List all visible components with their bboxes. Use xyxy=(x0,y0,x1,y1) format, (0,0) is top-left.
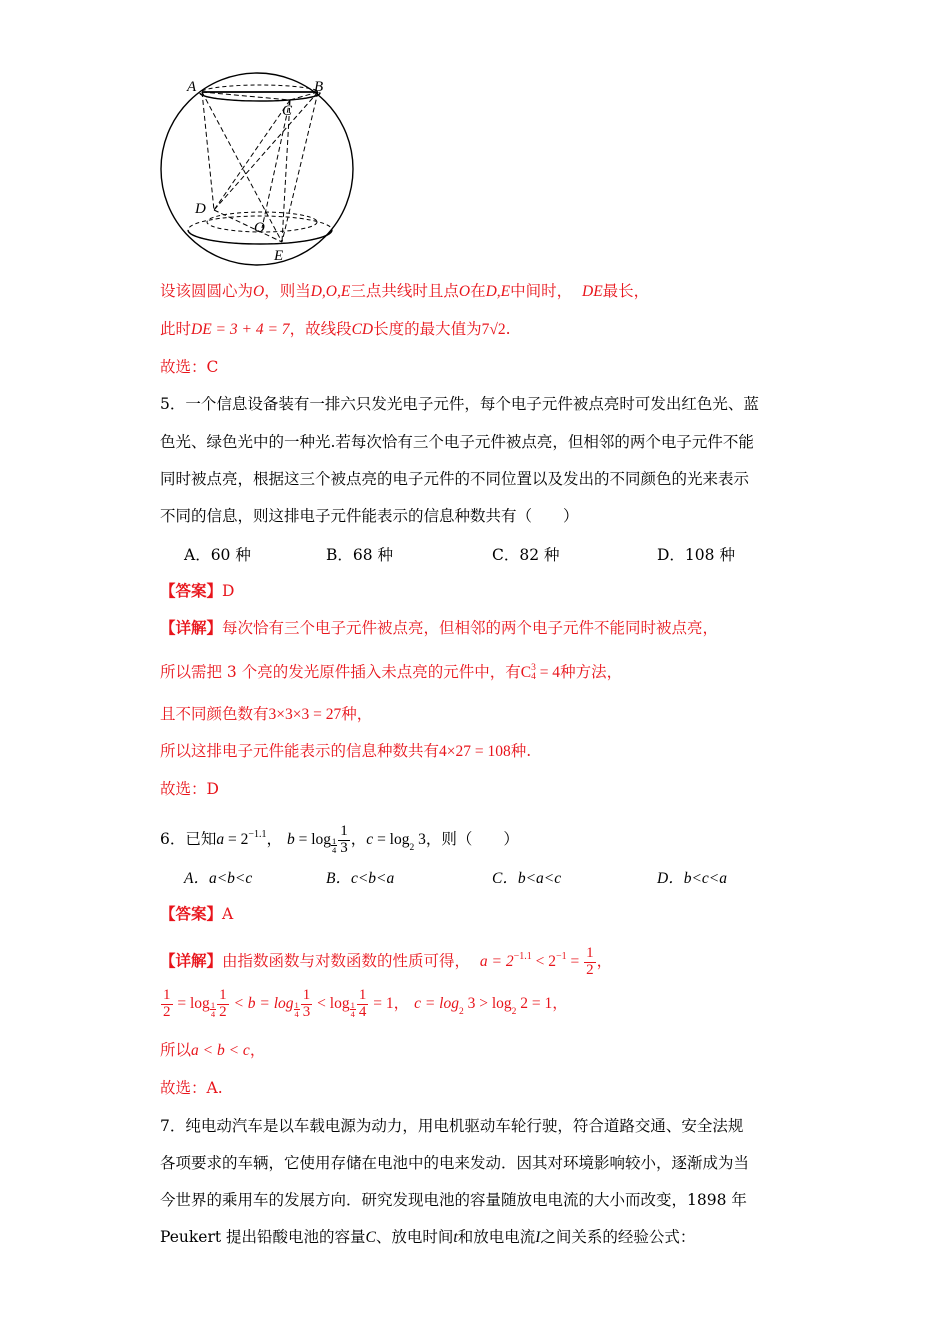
q5-stem-line1: 5．一个信息设备装有一排六只发光电子元件，每个电子元件被点亮时可发出红色光、蓝 xyxy=(160,395,759,413)
q5-detail-line3: 且不同颜色数有3×3×3 = 27种， xyxy=(160,705,373,723)
q5-option-b: B．68 种 xyxy=(326,546,394,564)
q4-solution-line2: 此时DE = 3 + 4 = 7，故线段CD长度的最大值为7√2. xyxy=(160,320,511,338)
sphere-geometry-figure xyxy=(150,70,370,270)
q6-choose: 故选：A. xyxy=(160,1079,223,1097)
q5-stem-line3: 同时被点亮，根据这三个被点亮的电子元件的不同位置以及发出的不同颜色的光来表示 xyxy=(160,470,750,488)
q6-detail-line1: 【详解】由指数函数与对数函数的性质可得， $a = 2^{-1.1} < 2^{-1}$ = $\frac{1}{2}$ ， xyxy=(160,944,613,978)
label-B: B xyxy=(314,79,324,95)
q5-answer: 【答案】D xyxy=(160,581,235,600)
q6-option-c: C．b<a<c xyxy=(492,870,562,887)
q6-detail-line3: 所以a < b < c， xyxy=(160,1041,266,1059)
q6-stem: 6．已知$a = 2^{-1.1}$， b = log $\frac{1}{4}$ $\frac{1}{3}$ ，$c = \log_2 3$，则（ ） xyxy=(160,822,519,856)
q5-stem-line4: 不同的信息，则这排电子元件能表示的信息种数共有（ ） xyxy=(160,507,579,525)
q6-option-d: D．b<c<a xyxy=(657,870,727,887)
q5-option-a: A．60 种 xyxy=(184,546,251,564)
q7-line2: 各项要求的车辆，它使用存储在电池中的电来发动．因其对环境影响较小，逐渐成为当 xyxy=(160,1154,750,1172)
q7-line1: 7．纯电动汽车是以车载电源为动力，用电机驱动车轮行驶，符合道路交通、安全法规 xyxy=(160,1117,744,1135)
q5-detail-line4: 所以这排电子元件能表示的信息种数共有4×27 = 108种. xyxy=(160,742,532,760)
q6-option-b: B．c<b<a xyxy=(326,870,395,887)
label-C: C xyxy=(282,103,293,119)
q5-option-d: D．108 种 xyxy=(657,546,735,564)
q5-option-c: C．82 种 xyxy=(492,546,560,564)
q4-solution-line1: 设该圆圆心为O，则当D,O,E三点共线时且点O在D,E中间时， DE最长， xyxy=(160,282,650,300)
label-O: O xyxy=(254,220,265,236)
q5-stem-line2: 色光、绿色光中的一种光.若每次恰有三个电子元件被点亮，但相邻的两个电子元件不能 xyxy=(160,433,754,451)
q5-detail-line1: 【详解】每次恰有三个电子元件被点亮，但相邻的两个电子元件不能同时被点亮， xyxy=(160,618,719,637)
q7-line3: 今世界的乘用车的发展方向．研究发现电池的容量随放电电流的大小而改变，1898 年 xyxy=(160,1191,747,1209)
label-E: E xyxy=(274,248,284,264)
q7-line4: Peukert 提出铅酸电池的容量C、放电时间t和放电电流I之间关系的经验公式： xyxy=(160,1228,696,1246)
q4-choose: 故选：C xyxy=(160,358,219,376)
q6-answer: 【答案】A xyxy=(160,904,234,923)
label-D: D xyxy=(195,201,206,217)
q6-detail-line2: $\frac{1}{2}$ = log $\frac{1}{4}$ $\frac{1}{2}$ < b = log $\frac{1}{4}$ $\frac{1}{3}$ < log $\frac{1}{4}$ $\frac{1}{4}$ = 1， $c = \log_2 3 > \log_2 2 = 1$， xyxy=(163,986,568,1020)
q5-detail-line2: 所以需把 3 个亮的发光原件插入未点亮的元件中，有C 3 4 = 4种方法， xyxy=(160,662,623,682)
label-A: A xyxy=(187,79,197,95)
q6-option-a: A．a<b<c xyxy=(184,870,253,887)
q5-choose: 故选：D xyxy=(160,780,219,798)
